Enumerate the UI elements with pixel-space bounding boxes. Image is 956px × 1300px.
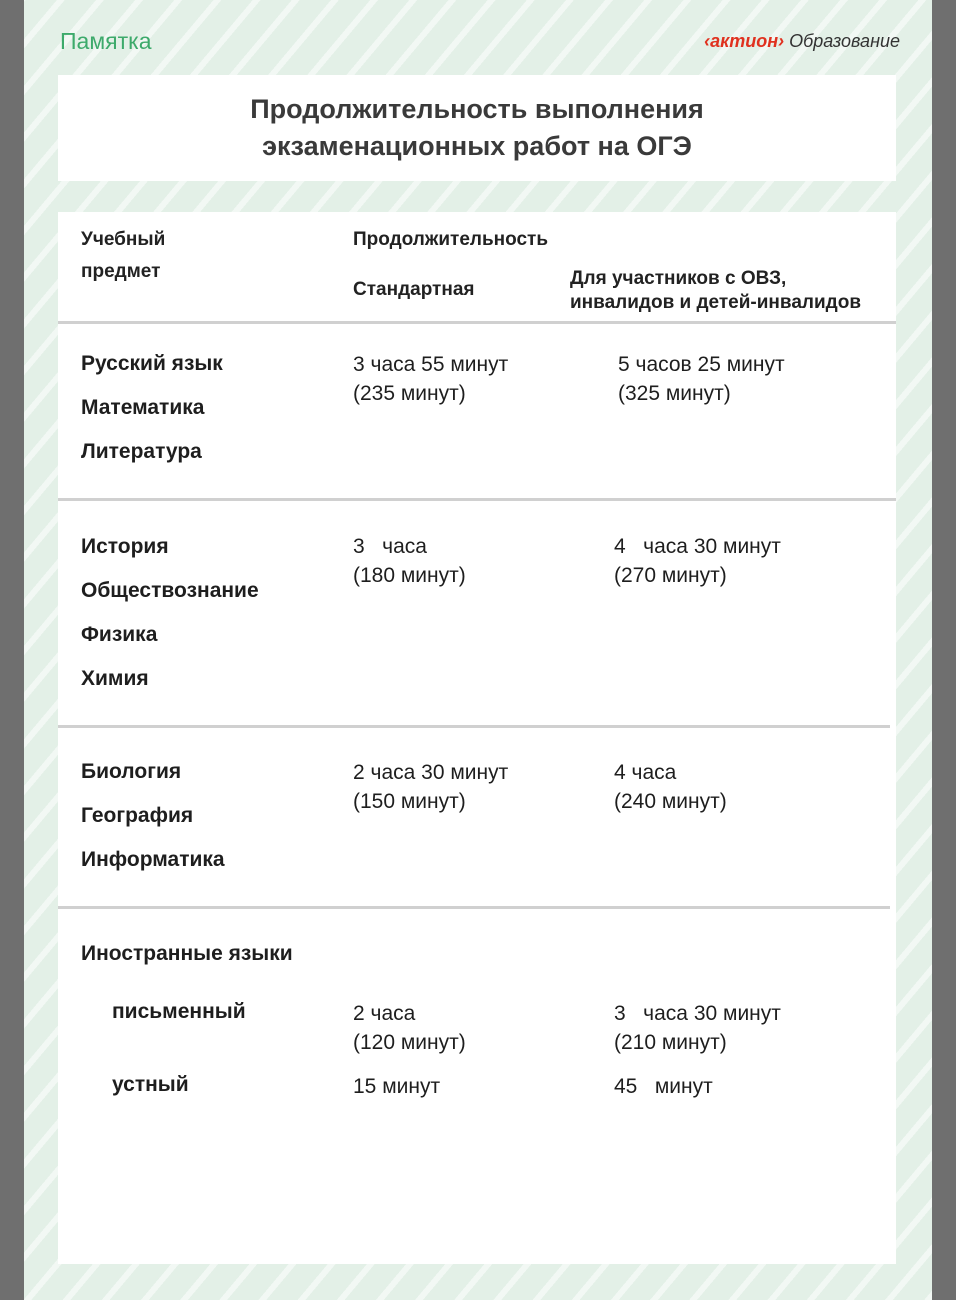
special-duration-written: 3 часа 30 минут: [614, 1002, 781, 1025]
subject-social-studies: Обществознание: [81, 579, 259, 602]
special-minutes-group-3: (240 минут): [614, 790, 727, 813]
group-divider: [58, 906, 890, 909]
brand-education-text: Образование: [789, 31, 900, 51]
title-box: [58, 75, 896, 181]
header-divider: [58, 321, 896, 324]
standard-minutes-written: (120 минут): [353, 1031, 466, 1054]
special-minutes-group-1: (325 минут): [618, 382, 731, 405]
exam-part-written: письменный: [112, 1000, 246, 1023]
group-divider: [58, 725, 890, 728]
column-header-standard: Стандартная: [353, 279, 475, 300]
standard-minutes-group-1: (235 минут): [353, 382, 466, 405]
subject-chemistry: Химия: [81, 667, 149, 690]
standard-duration-group-1: 3 часа 55 минут: [353, 353, 509, 376]
exam-part-oral: устный: [112, 1073, 189, 1096]
standard-duration-group-3: 2 часа 30 минут: [353, 761, 509, 784]
subject-russian: Русский язык: [81, 352, 223, 375]
page-title-line-2: экзаменационных работ на ОГЭ: [262, 131, 692, 161]
standard-minutes-group-3: (150 минут): [353, 790, 466, 813]
subject-literature: Литература: [81, 440, 202, 463]
column-header-special-2: инвалидов и детей-инвалидов: [570, 292, 861, 313]
brand-aktion-text: ‹актион›: [704, 31, 785, 51]
special-duration-group-3: 4 часа: [614, 761, 677, 784]
standard-duration-group-2: 3 часа: [353, 535, 427, 558]
subject-math: Математика: [81, 396, 205, 419]
column-header-subject-2: предмет: [81, 261, 161, 282]
subject-informatics: Информатика: [81, 848, 225, 871]
group-divider: [58, 498, 896, 501]
page-title-line-1: Продолжительность выполнения: [250, 94, 704, 124]
memo-label: Памятка: [60, 28, 152, 54]
subject-geography: География: [81, 804, 194, 827]
brand-logo: [704, 31, 900, 52]
column-header-duration: Продолжительность: [353, 229, 549, 250]
subject-history: История: [81, 535, 169, 558]
standard-duration-written: 2 часа: [353, 1002, 416, 1025]
column-header-special-1: Для участников с ОВЗ,: [570, 268, 787, 289]
subject-biology: Биология: [81, 760, 182, 783]
standard-duration-oral: 15 минут: [353, 1075, 441, 1098]
special-duration-group-2: 4 часа 30 минут: [614, 535, 781, 558]
subject-physics: Физика: [81, 623, 158, 646]
subject-foreign-languages: Иностранные языки: [81, 942, 293, 965]
column-header-subject-1: Учебный: [81, 229, 166, 250]
standard-minutes-group-2: (180 минут): [353, 564, 466, 587]
duration-table: [58, 212, 896, 1264]
special-duration-group-1: 5 часов 25 минут: [618, 353, 785, 376]
special-duration-oral: 45 минут: [614, 1075, 713, 1098]
special-minutes-written: (210 минут): [614, 1031, 727, 1054]
memo-page: [24, 0, 932, 1300]
special-minutes-group-2: (270 минут): [614, 564, 727, 587]
